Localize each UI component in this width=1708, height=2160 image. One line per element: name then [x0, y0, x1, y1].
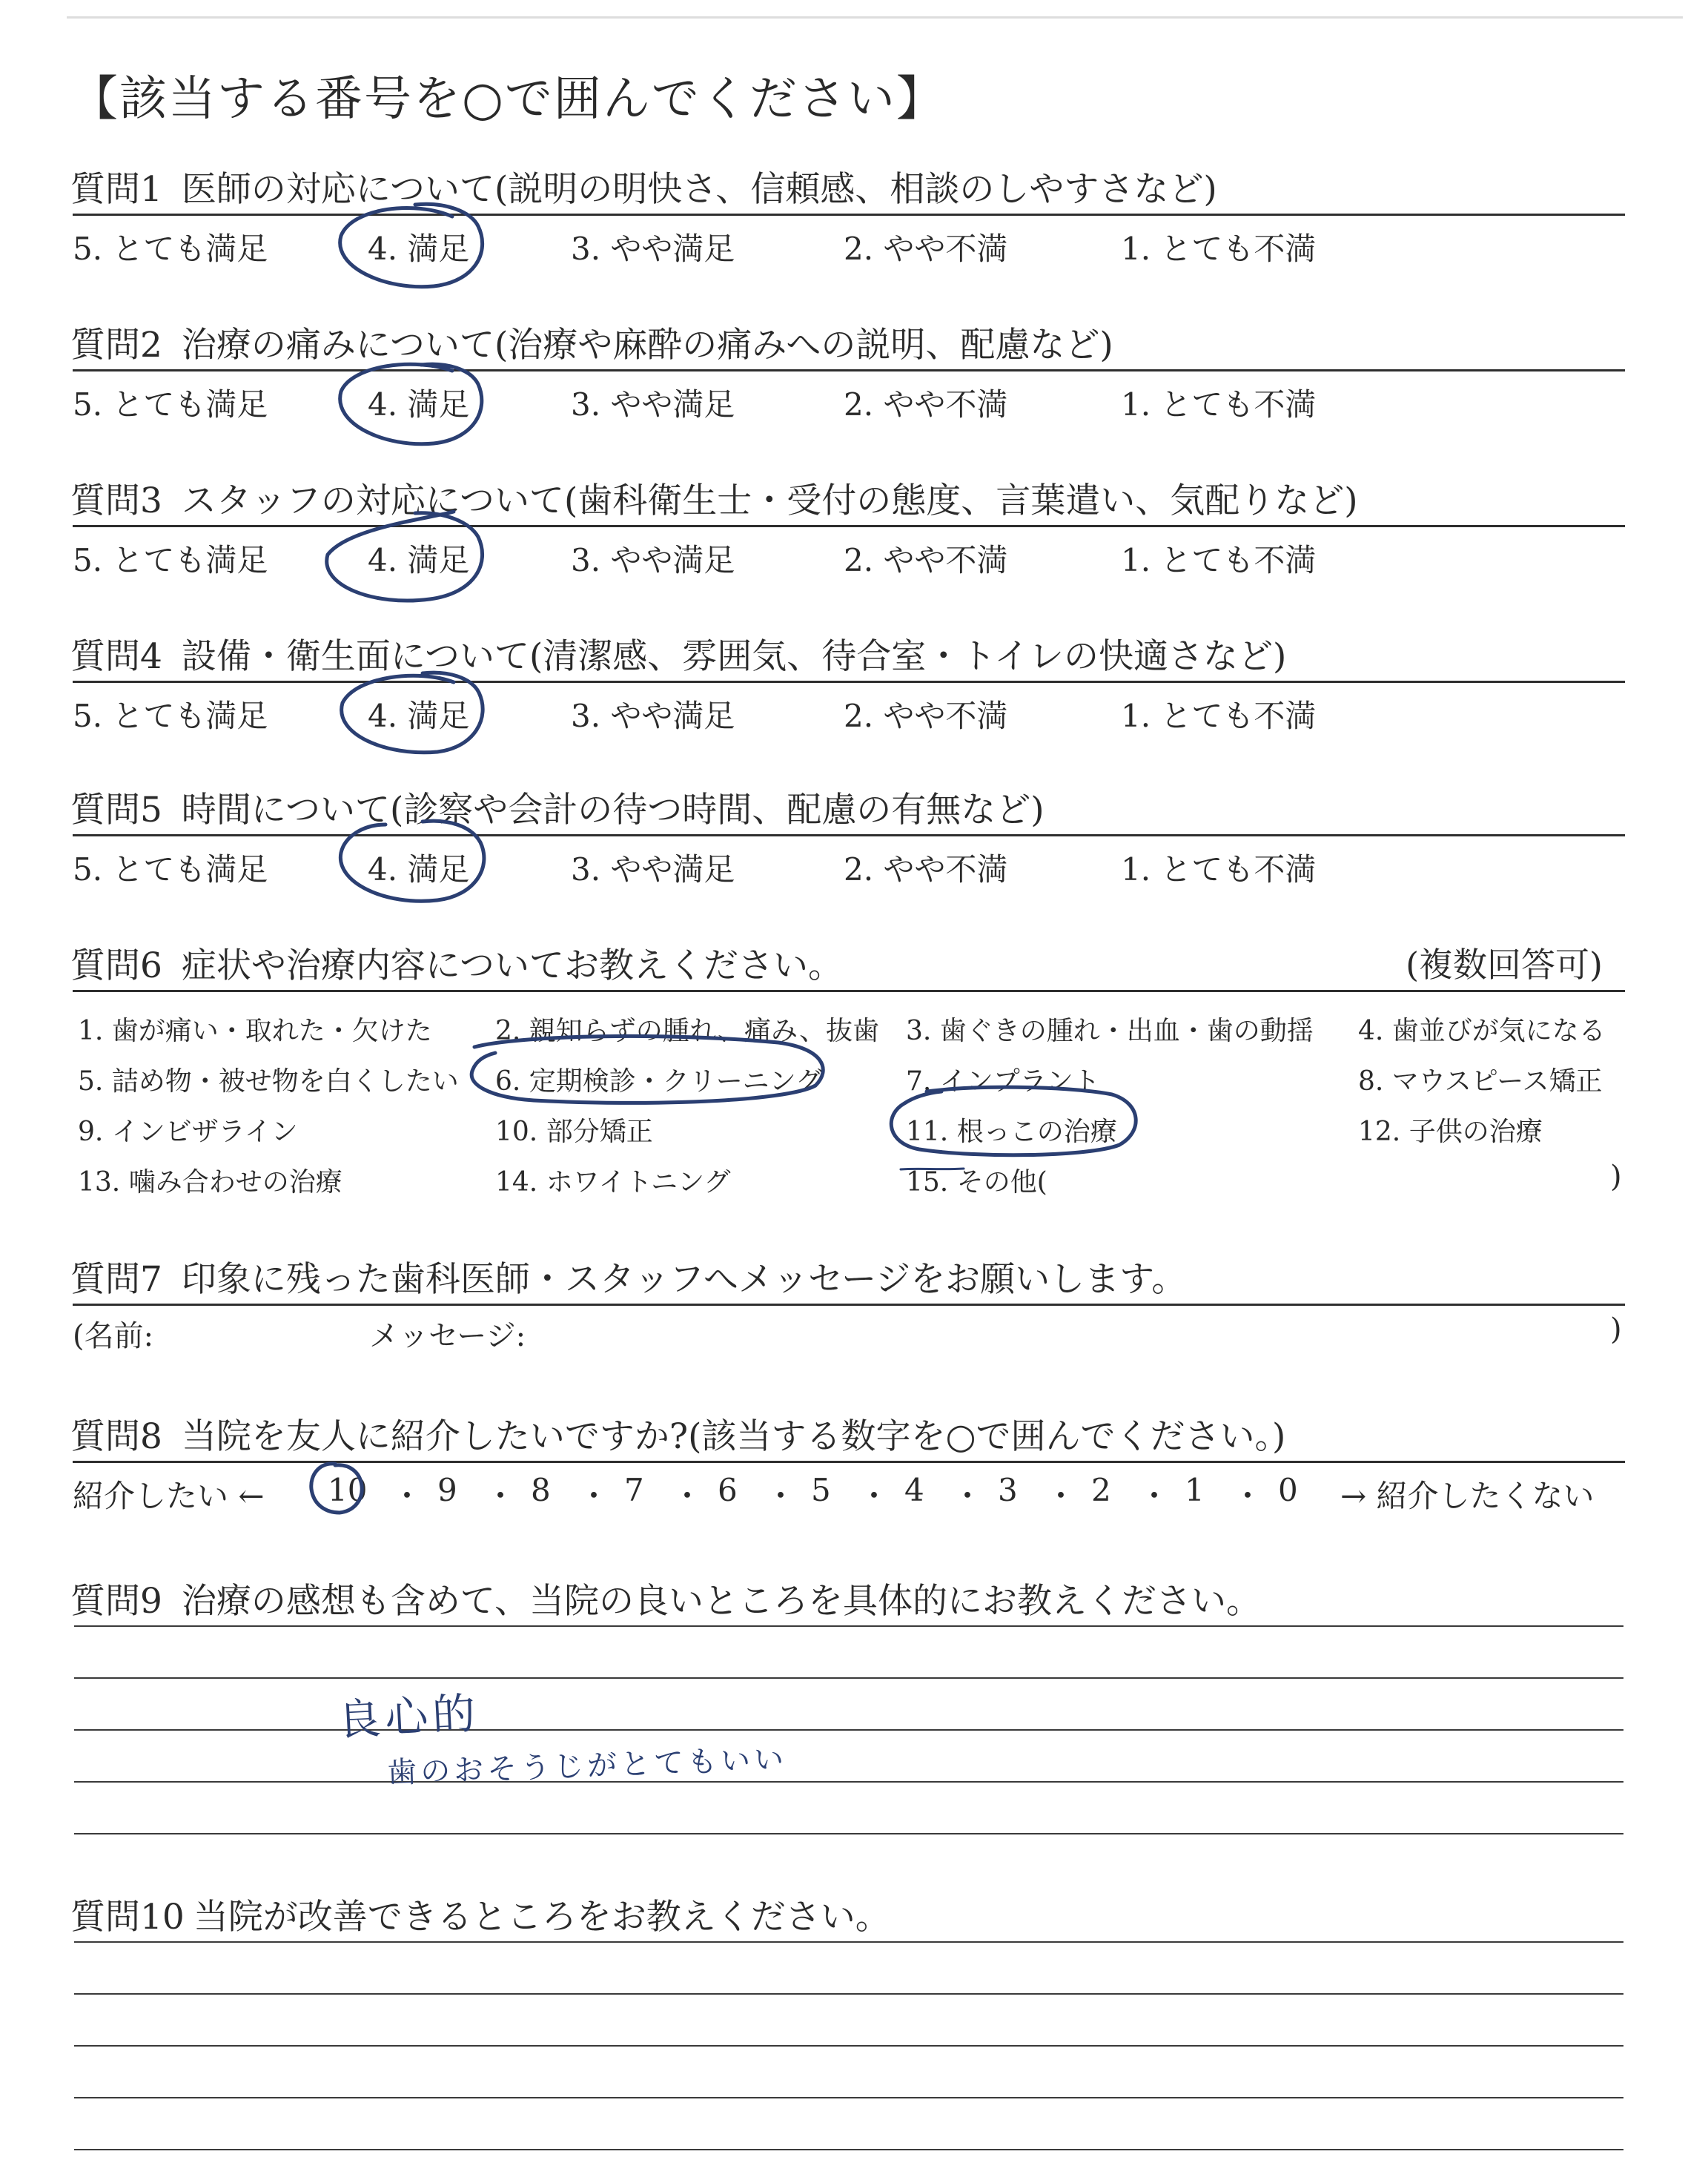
question-number: 質問3: [70, 480, 162, 521]
q6-item-11[interactable]: 11. 根っこの治療: [906, 1117, 1117, 1147]
q4-option-5[interactable]: 5. とても満足: [73, 698, 268, 734]
question-number: 質問1: [70, 169, 162, 210]
question-number: 質問6: [70, 945, 162, 986]
q3-option-2[interactable]: 2. やや不満: [844, 542, 1008, 578]
recommend-left-label: 紹介したい ←: [73, 1478, 265, 1514]
q8-scale-10-selection-circle: [311, 1464, 362, 1513]
scale-2[interactable]: 2: [1091, 1472, 1111, 1508]
q4-option-3[interactable]: 3. やや満足: [571, 698, 735, 734]
q5-option-5[interactable]: 5. とても満足: [73, 851, 268, 888]
scale-separator: ・: [952, 1478, 984, 1514]
q6-item-3[interactable]: 3. 歯ぐきの腫れ・出血・歯の動揺: [906, 1016, 1314, 1046]
scale-0[interactable]: 0: [1278, 1472, 1298, 1508]
q6-other-close-paren: ): [1610, 1160, 1622, 1194]
page-title: 【該当する番号を○で囲んでください】: [70, 72, 945, 127]
question-number: 質問2: [70, 325, 162, 366]
q6-item-6-selection-circle: [471, 1036, 823, 1103]
q6-item-6[interactable]: 6. 定期検診・クリーニング: [495, 1066, 823, 1097]
q6-item-10[interactable]: 10. 部分矯正: [495, 1117, 653, 1147]
q6-item-2[interactable]: 2. 親知らずの腫れ、痛み、抜歯: [495, 1016, 880, 1046]
q1-selection-circle: [340, 204, 483, 286]
q2-option-2[interactable]: 2. やや不満: [844, 386, 1008, 423]
q6-item-5[interactable]: 5. 詰め物・被せ物を白くしたい: [78, 1066, 459, 1097]
question-number: 質問5: [70, 790, 162, 830]
q1-option-1[interactable]: 1. とても不満: [1121, 231, 1317, 267]
scale-separator: ・: [1232, 1478, 1264, 1514]
scale-8[interactable]: 8: [531, 1472, 551, 1508]
q5-option-3[interactable]: 3. やや満足: [571, 851, 735, 888]
scale-separator: ・: [485, 1478, 517, 1514]
q6-item-12[interactable]: 12. 子供の治療: [1358, 1117, 1543, 1147]
q2-option-5[interactable]: 5. とても満足: [73, 386, 268, 423]
q6-item-13[interactable]: 13. 噛み合わせの治療: [78, 1167, 342, 1198]
message-label: メッセージ:: [369, 1319, 526, 1353]
q2-option-1[interactable]: 1. とても不満: [1121, 386, 1317, 423]
q5-selection-circle: [340, 821, 484, 901]
question-text: 時間について(診察や会計の待つ時間、配慮の有無など): [181, 790, 1045, 830]
q6-item-14[interactable]: 14. ホワイトニング: [495, 1167, 731, 1198]
q3-option-1[interactable]: 1. とても不満: [1121, 542, 1317, 578]
q4-option-4[interactable]: 4. 満足: [368, 698, 470, 734]
question-text: 印象に残った歯科医師・スタッフへメッセージをお願いします。: [181, 1259, 1187, 1300]
scale-6[interactable]: 6: [718, 1472, 738, 1508]
question-text: 設備・衛生面について(清潔感、雰囲気、待合室・トイレの快適さなど): [181, 636, 1287, 677]
q3-option-4[interactable]: 4. 満足: [368, 542, 470, 578]
question-text: 当院が改善できるところをお教えください。: [193, 1897, 890, 1938]
q3-option-3[interactable]: 3. やや満足: [571, 542, 735, 578]
q5-option-1[interactable]: 1. とても不満: [1121, 851, 1317, 888]
q1-option-2[interactable]: 2. やや不満: [844, 231, 1008, 267]
q4-option-2[interactable]: 2. やや不満: [844, 698, 1008, 734]
question-text: 治療の感想も含めて、当院の良いところを具体的にお教えください。: [181, 1581, 1261, 1622]
q5-option-4[interactable]: 4. 満足: [368, 851, 470, 888]
scale-separator: ・: [1045, 1478, 1077, 1514]
q3-option-5[interactable]: 5. とても満足: [73, 542, 268, 578]
question-number: 質問10: [70, 1897, 185, 1938]
handwritten-answer-line-1: 良心的: [336, 1688, 481, 1745]
message-close-paren: ): [1610, 1312, 1622, 1347]
question-number: 質問4: [70, 636, 162, 677]
q6-item-4[interactable]: 4. 歯並びが気になる: [1358, 1016, 1606, 1046]
scale-3[interactable]: 3: [998, 1472, 1018, 1508]
q6-item-8[interactable]: 8. マウスピース矯正: [1358, 1066, 1603, 1097]
question-number: 質問8: [70, 1416, 162, 1457]
q2-option-3[interactable]: 3. やや満足: [571, 386, 735, 423]
q2-option-4[interactable]: 4. 満足: [368, 386, 470, 423]
question-number: 質問7: [70, 1259, 162, 1300]
scale-5[interactable]: 5: [811, 1472, 831, 1508]
scale-separator: ・: [765, 1478, 797, 1514]
q1-option-5[interactable]: 5. とても満足: [73, 231, 268, 267]
q6-item-9[interactable]: 9. インビザライン: [78, 1117, 298, 1147]
name-label: (名前:: [73, 1319, 154, 1353]
question-text: 医師の対応について(説明の明快さ、信頼感、相談のしやすさなど): [181, 169, 1217, 210]
q6-item-11-selection-circle: [891, 1087, 1136, 1155]
q4-option-1[interactable]: 1. とても不満: [1121, 698, 1317, 734]
question-text: 治療の痛みについて(治療や麻酔の痛みへの説明、配慮など): [181, 325, 1113, 366]
scale-9[interactable]: 9: [437, 1472, 457, 1508]
question-text: 症状や治療内容についてお教えください。: [181, 945, 843, 986]
question-number: 質問9: [70, 1581, 162, 1622]
scale-7[interactable]: 7: [624, 1472, 644, 1508]
scale-separator: ・: [1139, 1478, 1171, 1514]
q6-item-1[interactable]: 1. 歯が痛い・取れた・欠けた: [78, 1016, 432, 1046]
q6-item-15[interactable]: 15. その他(: [906, 1167, 1047, 1198]
scale-separator: ・: [578, 1478, 610, 1514]
scale-1[interactable]: 1: [1185, 1472, 1205, 1508]
recommend-right-label: → 紹介したくない: [1340, 1478, 1595, 1514]
q3-selection-circle: [327, 512, 483, 601]
scale-10[interactable]: 10: [328, 1472, 368, 1508]
multiple-answers-note: (複数回答可): [1406, 945, 1603, 985]
question-text: スタッフの対応について(歯科衛生士・受付の態度、言葉遣い、気配りなど): [181, 480, 1358, 521]
q5-option-2[interactable]: 2. やや不満: [844, 851, 1008, 888]
q4-selection-circle: [342, 673, 483, 753]
q6-item-7[interactable]: 7. インプラント: [906, 1066, 1100, 1097]
q1-option-3[interactable]: 3. やや満足: [571, 231, 735, 267]
q1-option-4[interactable]: 4. 満足: [368, 231, 470, 267]
scale-4[interactable]: 4: [904, 1472, 924, 1508]
scale-separator: ・: [858, 1478, 890, 1514]
question-text: 当院を友人に紹介したいですか?(該当する数字を○で囲んでください。): [181, 1416, 1286, 1457]
scale-separator: ・: [672, 1478, 704, 1514]
scale-separator: ・: [391, 1478, 423, 1514]
handwritten-answer-line-2: 歯のおそうじがとてもいい: [386, 1742, 788, 1791]
q2-selection-circle: [340, 364, 482, 444]
